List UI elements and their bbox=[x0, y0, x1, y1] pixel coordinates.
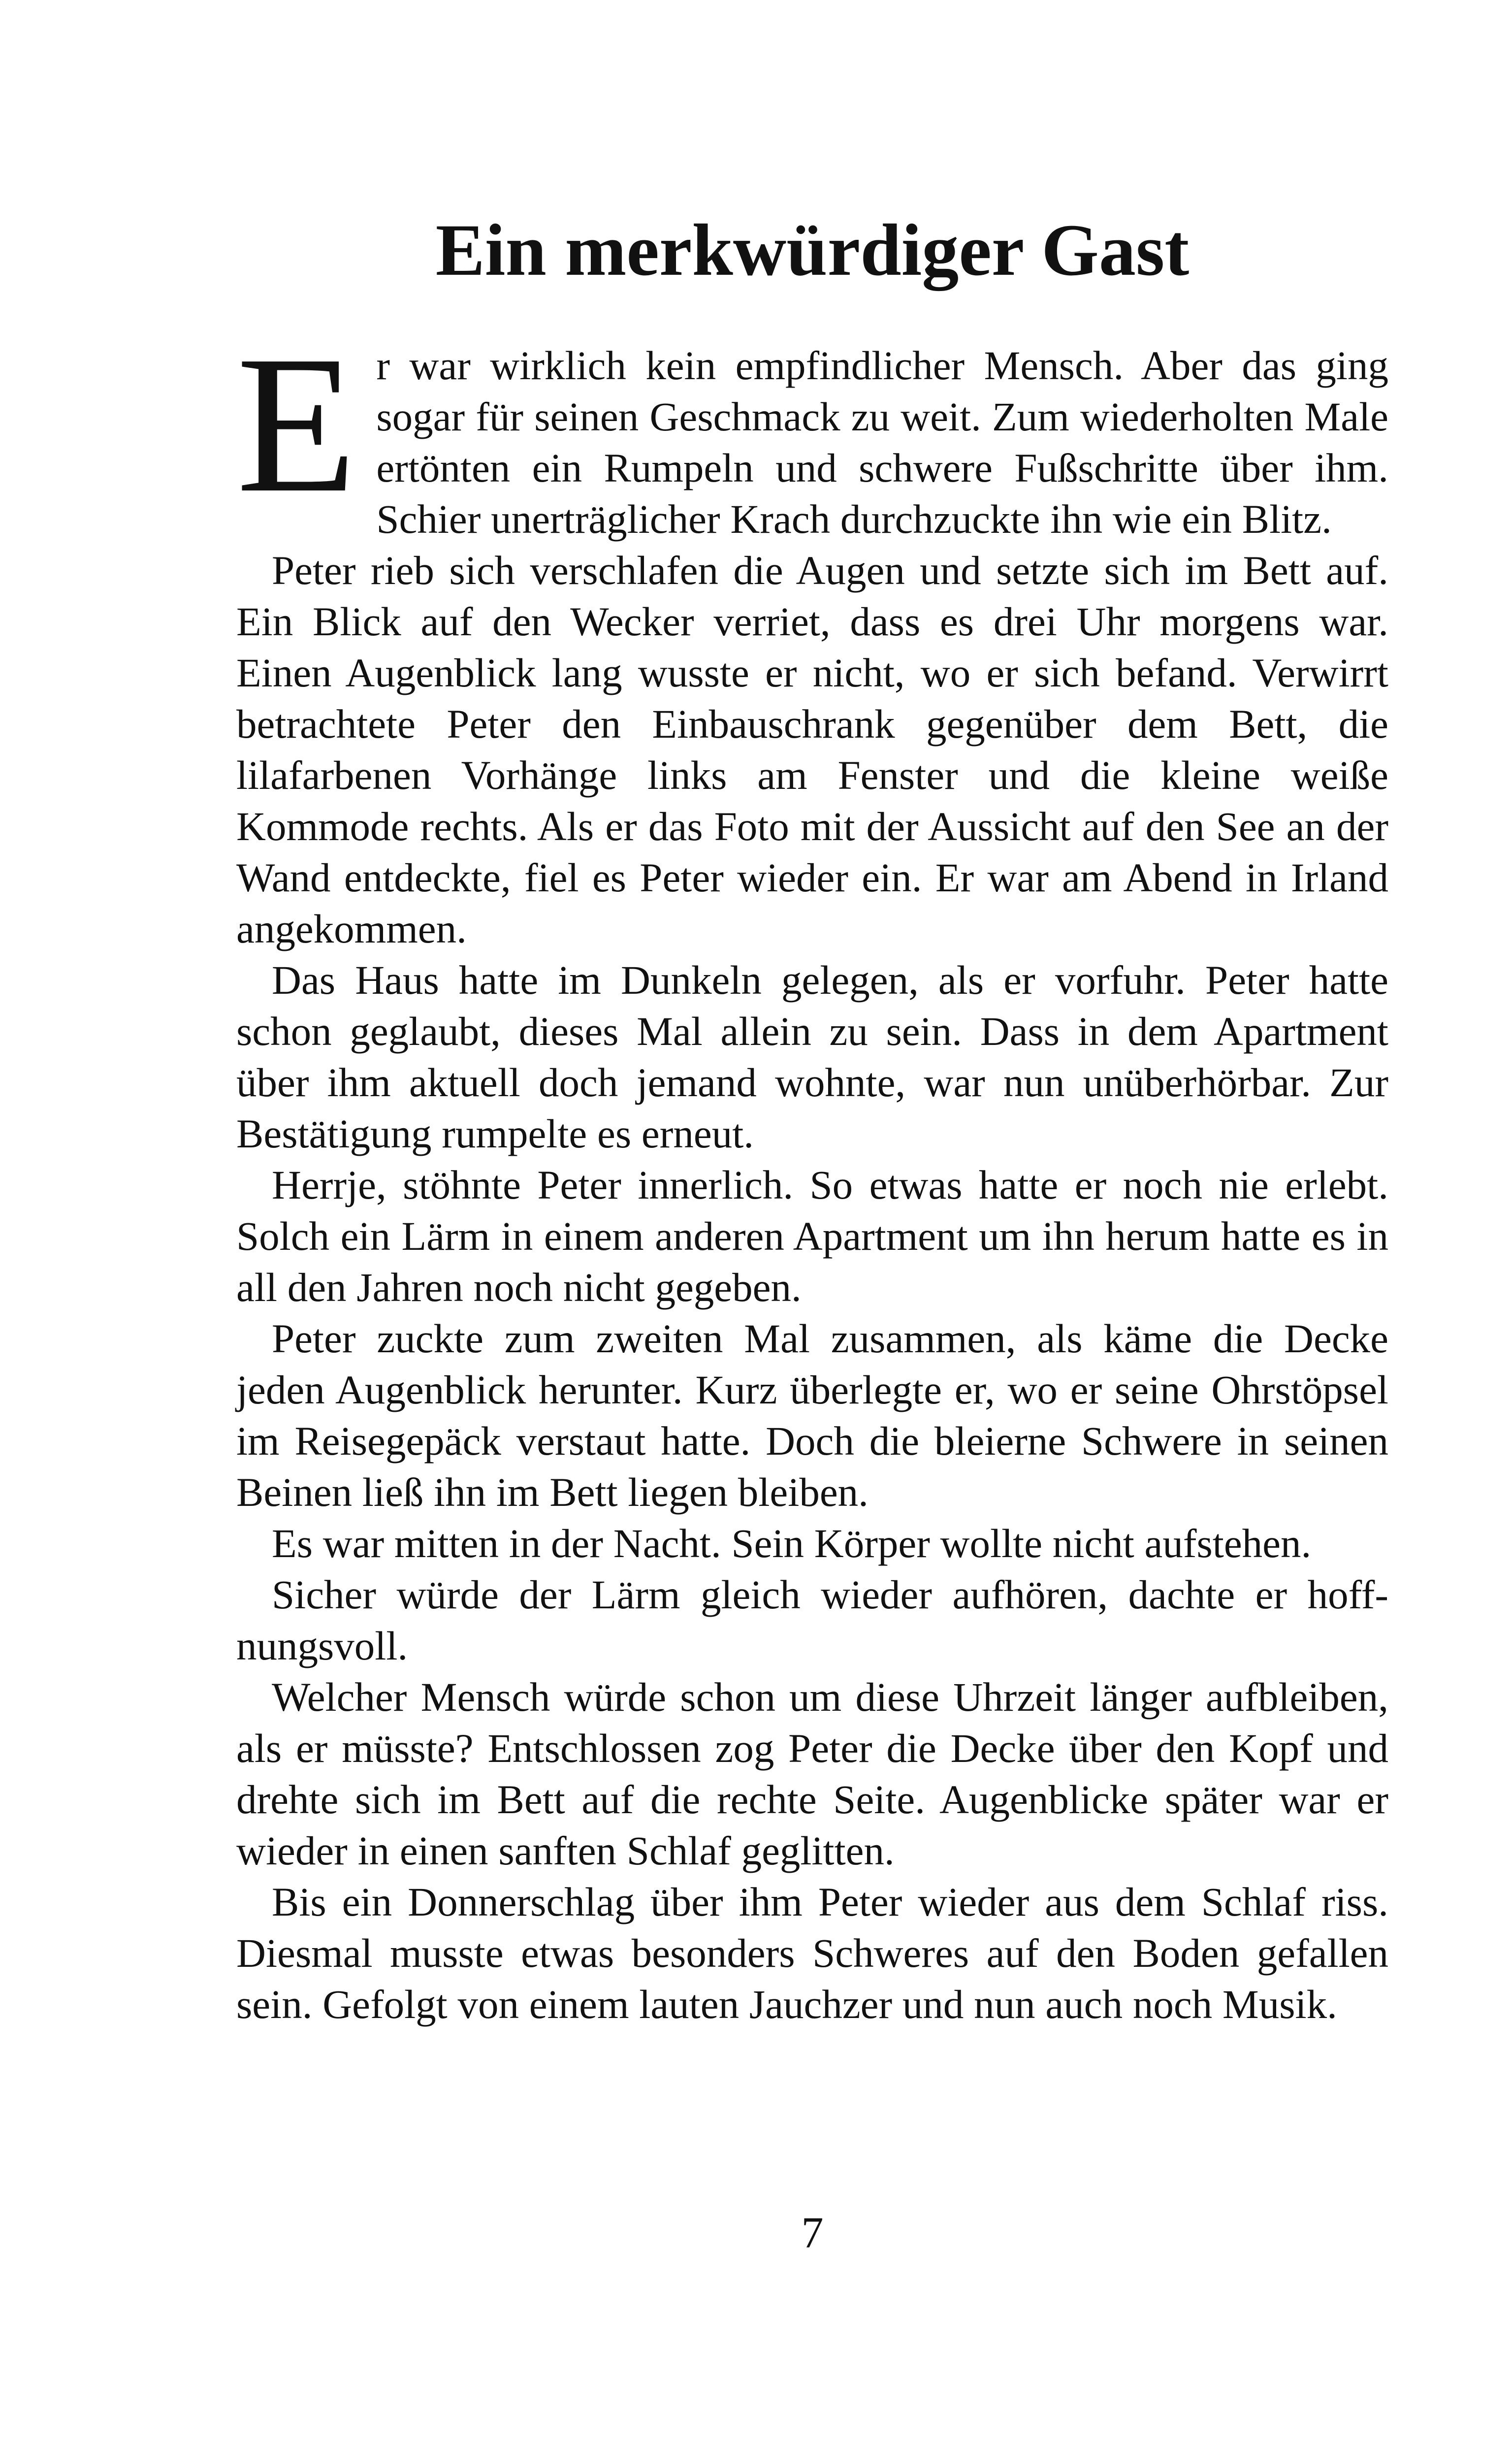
paragraph-1-text: r war wirklich kein empfindlicher Mensch. Aber das ging sogar für seinen Geschmack zu weit. Zum wiederholten Male ertönten ein Rumpeln und schwere Fußschritte über ihm. Schier unerträglicher Krach durchzuckte ihn wie ein Blitz. bbox=[376, 343, 1388, 542]
paragraph-7: Sicher würde der Lärm gleich wieder aufhören, dachte er hoffnungsvoll. bbox=[236, 1572, 1388, 1668]
paragraph-1 bbox=[236, 315, 1388, 545]
page-number: 7 bbox=[801, 2209, 824, 2257]
drop-cap: E bbox=[236, 315, 357, 533]
paragraph-2: Peter rieb sich verschlafen die Augen und setzte sich im Bett auf. Ein Blick auf den Wecker verriet, dass es drei Uhr morgens war. Einen Augenblick lang wusste er nicht, wo er sich befand. Verwirrt betrachtete Peter den Einbauschrank gegenüber dem Bett, die lilafarbenen Vorhänge links am Fenster und die kleine weiße Kommode rechts. Als er das Foto mit der Aussicht auf den See an der Wand entdeckte, fiel es Peter wieder ein. Er war am Abend in Irland angekommen. bbox=[236, 548, 1388, 951]
paragraph-3: Das Haus hatte im Dunkeln gelegen, als er vorfuhr. Peter hatte schon geglaubt, dieses Mal allein zu sein. Dass in dem Apartment über ihm aktuell doch jemand wohnte, war nun unüberhörbar. Zur Bestätigung rumpelte es erneut. bbox=[236, 957, 1388, 1156]
paragraph-6: Es war mitten in der Nacht. Sein Körper wollte nicht aufstehen. bbox=[272, 1521, 1312, 1566]
chapter-body bbox=[236, 315, 1388, 2030]
chapter-title: Ein merkwürdiger Gast bbox=[435, 209, 1190, 291]
paragraph-4: Herrje, stöhnte Peter innerlich. So etwas hatte er noch nie erlebt. Solch ein Lärm in einem anderen Apartment um ihn herum hatte es in all den Jahren noch nicht gegeben. bbox=[236, 1162, 1388, 1310]
paragraph-8: Welcher Mensch würde schon um diese Uhrzeit länger aufbleiben, als er müsste? Entschlossen zog Peter die Decke über den Kopf und drehte sich im Bett auf die rechte Seite. Augenblicke später war er wieder in einen sanften Schlaf geglitten. bbox=[236, 1674, 1388, 1873]
paragraph-5: Peter zuckte zum zweiten Mal zusammen, als käme die Decke jeden Augenblick herunter. Kurz überlegte er, wo er seine Ohrstöpsel im Reisegepäck verstaut hatte. Doch die bleierne Schwere in seinen Beinen ließ ihn im Bett liegen bleiben. bbox=[236, 1316, 1388, 1515]
paragraph-9: Bis ein Donnerschlag über ihm Peter wieder aus dem Schlaf riss. Diesmal musste etwas besonders Schweres auf den Boden gefallen sein. Gefolgt von einem lauten Jauchzer und nun auch noch Musik. bbox=[236, 1879, 1388, 2027]
